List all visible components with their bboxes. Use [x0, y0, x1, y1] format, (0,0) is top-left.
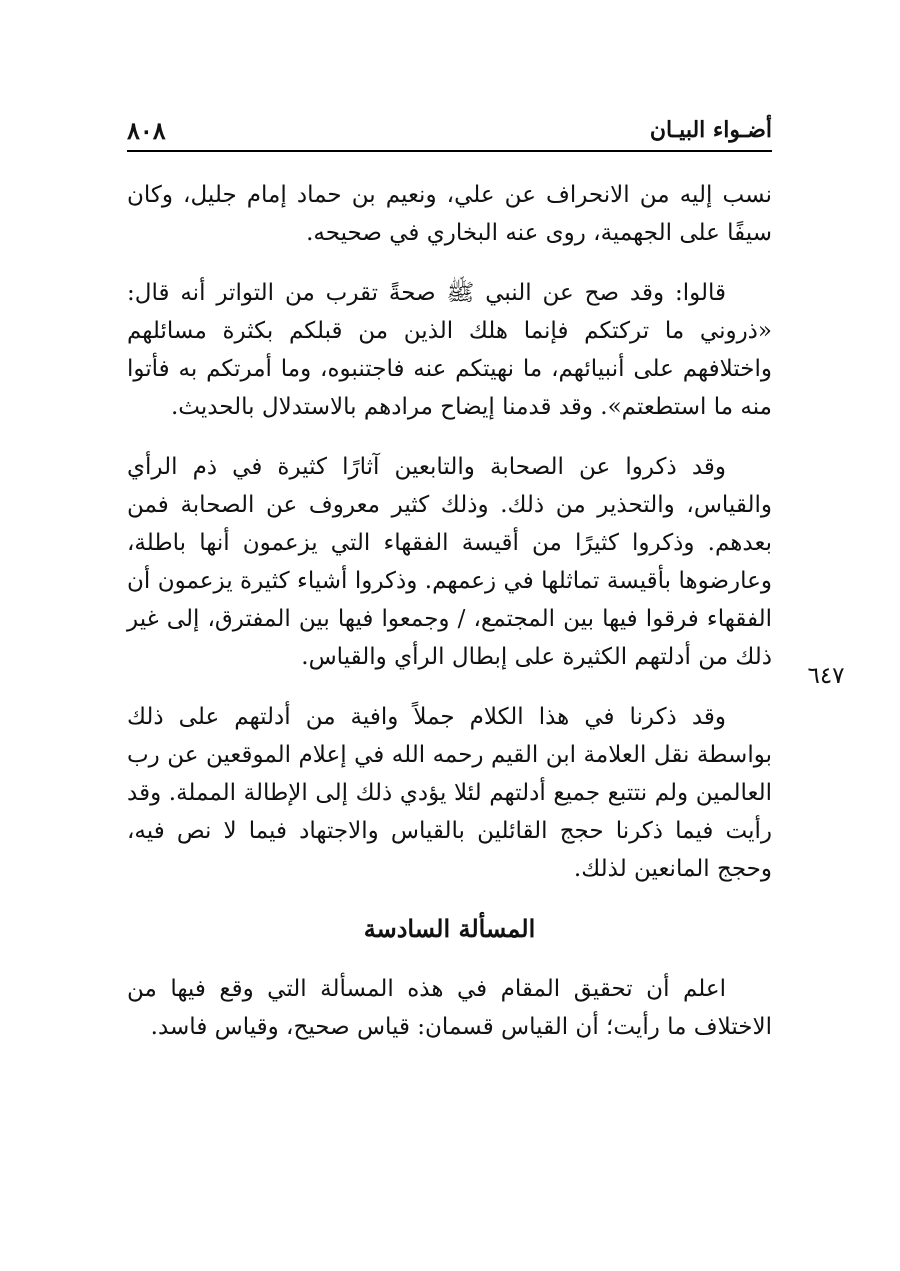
paragraph-1: نسب إليه من الانحراف عن علي، ونعيم بن حماد إمام جليل، وكان سيفًا على الجهمية، روى عنه البخاري في صحيحه.: [127, 182, 772, 246]
paragraph-4: وقد ذكرنا في هذا الكلام جملاً وافية من أدلتهم على ذلك بواسطة نقل العلامة ابن القيم رحمه الله في إعلام الموقعين عن رب العالمين ولم نتتبع جميع أدلتهم لئلا يؤدي ذلك إلى الإطالة المملة. وقد رأيت فيما ذكرنا حجج القائلين بالقياس والاجتهاد فيما لا نص فيه، وحجج المانعين لذلك.: [127, 704, 772, 882]
paragraph-2: قالوا: وقد صح عن النبي ﷺ صحةً تقرب من التواتر أنه قال: «ذروني ما تركتكم فإنما هلك الذين من قبلكم بكثرة مسائلهم واختلافهم على أنبيائهم، ما نهيتكم عنه فاجتنبوه، وما أمرتكم به فأتوا منه ما استطعتم». وقد قدمنا إيضاح مرادهم بالاستدلال بالحديث.: [127, 280, 772, 420]
page-number: ٨٠٨: [127, 115, 166, 145]
header-rule: [127, 150, 772, 152]
paragraph-5: اعلم أن تحقيق المقام في هذه المسألة التي وقع فيها من الاختلاف ما رأيت؛ أن القياس قسمان: قياس صحيح، وقياس فاسد.: [127, 976, 772, 1040]
section-heading: المسألة السادسة: [363, 914, 536, 943]
margin-page-reference: ٦٤٧: [807, 663, 845, 689]
running-title: أضـواء البيـان: [649, 117, 772, 143]
page-body: [127, 176, 772, 1068]
paragraph-3: وقد ذكروا عن الصحابة والتابعين آثارًا كثيرة في ذم الرأي والقياس، والتحذير من ذلك. وذلك كثير معروف عن الصحابة فمن بعدهم. وذكروا كثيرًا من أقيسة الفقهاء التي يزعمون أنها باطلة، وعارضوها بأقيسة تماثلها في زعمهم. وذكروا أشياء كثيرة يزعمون أن الفقهاء فرقوا فيها بين المجتمع، / وجمعوا فيها بين المفترق، إلى غير ذلك من أدلتهم الكثيرة على إبطال الرأي والقياس.: [127, 454, 772, 670]
page-header: [127, 110, 772, 150]
